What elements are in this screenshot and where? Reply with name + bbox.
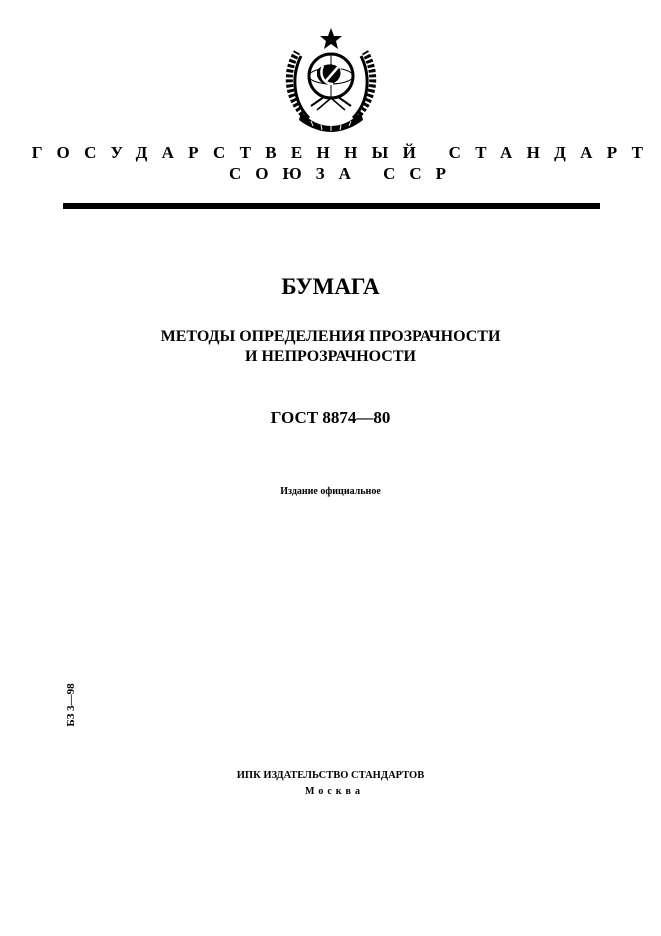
state-emblem-icon bbox=[281, 26, 381, 132]
header-line-2: СОЮЗА ССР bbox=[228, 164, 461, 183]
standard-number: ГОСТ 8874—80 bbox=[270, 408, 391, 427]
header-divider bbox=[63, 203, 600, 209]
header-line-1: ГОСУДАРСТВЕННЫЙ СТАНДАРТ bbox=[31, 143, 658, 162]
publisher: ИПК ИЗДАТЕЛЬСТВО СТАНДАРТОВ bbox=[236, 770, 425, 781]
edition-label: Издание официальное bbox=[280, 486, 381, 497]
document-subtitle bbox=[0, 327, 661, 367]
side-code bbox=[64, 678, 78, 732]
subtitle-line-1: МЕТОДЫ ОПРЕДЕЛЕНИЯ ПРОЗРАЧНОСТИ bbox=[160, 328, 501, 345]
side-code-text: БЗ 3—98 bbox=[65, 683, 77, 727]
subtitle-line-2: И НЕПРОЗРАЧНОСТИ bbox=[245, 348, 416, 365]
document-title: БУМАГА bbox=[281, 274, 380, 299]
publisher-city: Москва bbox=[305, 786, 364, 797]
state-emblem bbox=[281, 26, 381, 132]
